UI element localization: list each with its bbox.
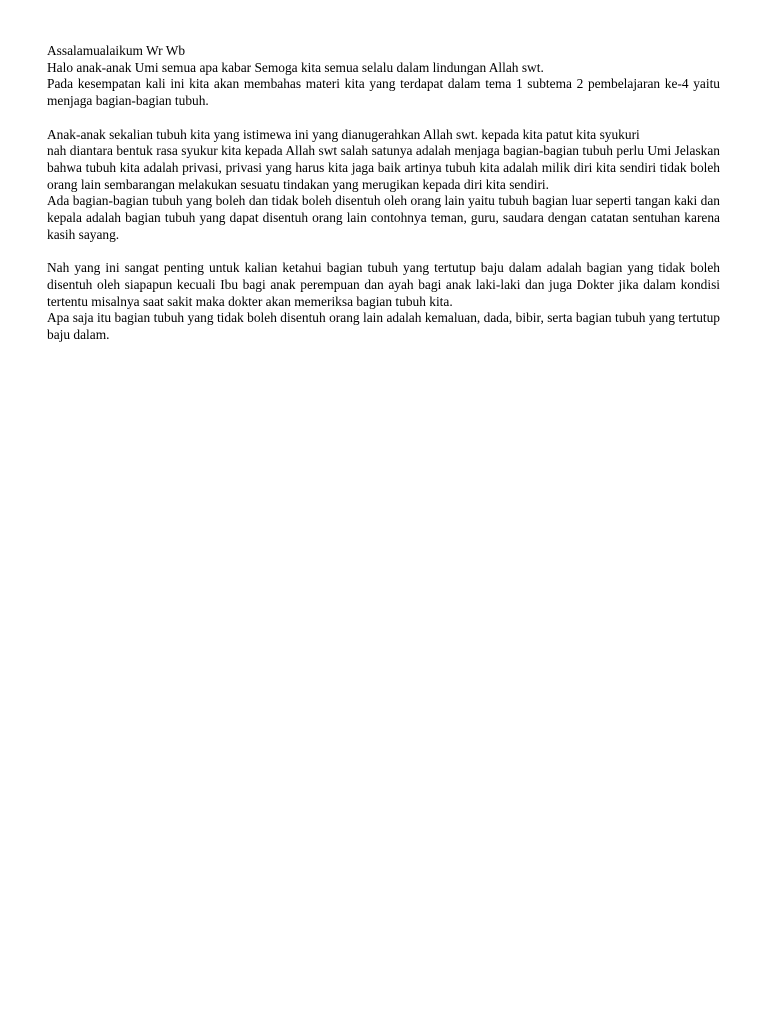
important-note-paragraph: Nah yang ini sangat penting untuk kalian ketahui bagian tubuh yang tertutup baju dalam adalah bagian yang tidak boleh disentuh oleh siapapun kecuali Ibu bagi anak perempuan dan ayah bagi anak laki-laki dan juga Dokter jika dalam kondisi tertentu misalnya saat sakit maka dokter akan memeriksa bagian tubuh kita. (47, 260, 720, 309)
private-parts-paragraph: Apa saja itu bagian tubuh yang tidak boleh disentuh orang lain adalah kemaluan, dada, bibir, serta bagian tubuh yang tertutup baju dalam. (47, 310, 720, 342)
blank-line (47, 243, 720, 260)
lesson-topic-paragraph: Pada kesempatan kali ini kita akan membahas materi kita yang terdapat dalam tema 1 subtema 2 pembelajaran ke-4 yaitu menjaga bagian-bagian tubuh. (47, 76, 720, 109)
greeting-line: Assalamualaikum Wr Wb (47, 43, 186, 58)
blank-line (47, 110, 720, 127)
allowed-touch-paragraph: Ada bagian-bagian tubuh yang boleh dan tidak boleh disentuh oleh orang lain yaitu tubuh bagian luar seperti tangan kaki dan kepala adalah bagian tubuh yang dapat disentuh orang lain contohnya teman, guru, saudara dengan catatan sentuhan karena kasih sayang. (47, 193, 720, 242)
gratitude-paragraph: Anak-anak sekalian tubuh kita yang istimewa ini yang dianugerahkan Allah swt. kepada kita patut kita syukuri (47, 126, 640, 142)
intro-line: Halo anak-anak Umi semua apa kabar Semoga kita semua selalu dalam lindungan Allah swt. (47, 59, 544, 75)
document-body (47, 43, 720, 344)
privacy-paragraph: nah diantara bentuk rasa syukur kita kepada Allah swt salah satunya adalah menjaga bagian-bagian tubuh perlu Umi Jelaskan bahwa tubuh kita adalah privasi, privasi yang harus kita jaga baik artinya tubuh kita adalah milik diri kita sendiri tidak boleh orang lain sembarangan melakukan sesuatu tindakan yang merugikan kepada diri kita sendiri. (47, 143, 720, 192)
